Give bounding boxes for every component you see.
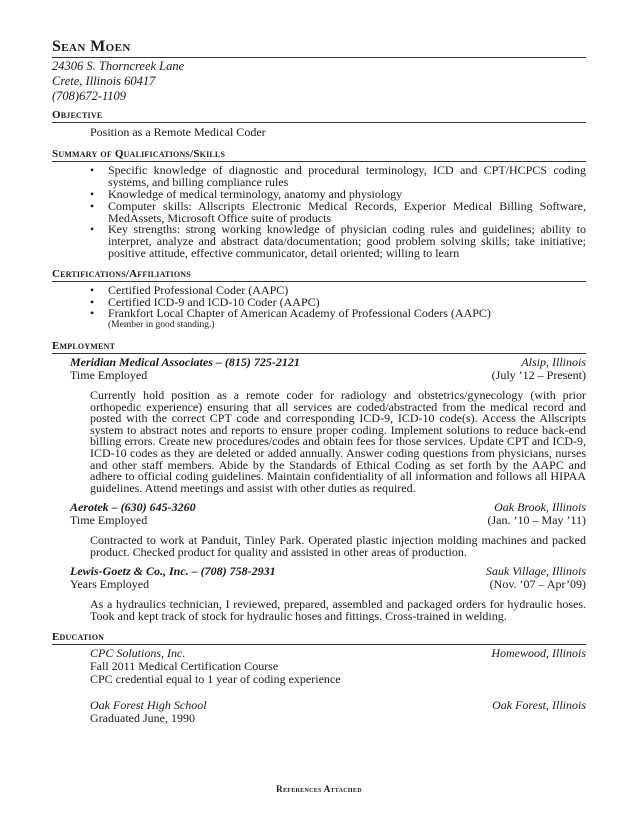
job-description: Contracted to work at Panduit, Tinley Park. Operated plastic injection molding machines and packed product. Checked product for quality and assisted in other areas of production. bbox=[90, 533, 586, 559]
job-entry bbox=[52, 501, 586, 558]
objective-heading: Objective bbox=[52, 109, 103, 121]
phone-number: (708)672-1109 bbox=[52, 89, 127, 103]
education-entry bbox=[52, 647, 586, 685]
job-entry bbox=[52, 565, 586, 622]
school-location: Homewood, Illinois bbox=[491, 646, 586, 661]
resume-page bbox=[52, 38, 586, 724]
employer-name: Lewis-Goetz & Co., Inc. – (708) 758-2931 bbox=[70, 564, 276, 579]
job-type: Years Employed bbox=[70, 576, 150, 591]
certification-item: • Certified ICD-9 and ICD-10 Coder (AAPC) bbox=[52, 297, 586, 309]
address-line-2: Crete, Illinois 60417 bbox=[52, 74, 156, 88]
summary-item: • Key strengths: strong working knowledge of physician coding rules and guidelines; ability to interpret, analyze and abstract data/documentation; good problem solving skills; take initiative; positive attitude, effective communicator, detail oriented; willing to learn bbox=[52, 224, 586, 259]
education-detail: Graduated June, 1990 bbox=[90, 710, 195, 725]
employment-heading: Employment bbox=[52, 340, 116, 353]
job-location: Sauk Village, Illinois bbox=[485, 564, 586, 579]
school-location: Oak Forest, Illinois bbox=[492, 698, 586, 713]
job-location: Alsip, Illinois bbox=[521, 355, 586, 370]
job-type: Time Employed bbox=[70, 512, 148, 527]
objective-text: Position as a Remote Medical Coder bbox=[90, 125, 266, 139]
header-rule bbox=[52, 57, 586, 58]
job-entry bbox=[52, 356, 586, 494]
education-heading: Education bbox=[52, 631, 105, 644]
employer-name: Aerotek – (630) 645-3260 bbox=[70, 500, 196, 515]
education-rule bbox=[52, 644, 586, 645]
job-dates: (Nov. ’07 – Apr’09) bbox=[489, 576, 586, 591]
summary-list bbox=[52, 165, 586, 259]
address-line-1: 24306 S. Thorncreek Lane bbox=[52, 59, 185, 73]
candidate-name: Sean Moen bbox=[52, 38, 131, 55]
job-type: Time Employed bbox=[70, 367, 148, 382]
school-name: Oak Forest High School bbox=[90, 698, 207, 713]
education-detail: Fall 2011 Medical Certification Course bbox=[90, 658, 279, 673]
job-location: Oak Brook, Illinois bbox=[494, 500, 586, 515]
summary-item: • Specific knowledge of diagnostic and procedural terminology, ICD and CPT/HCPCS coding systems, and billing compliance rules bbox=[52, 165, 586, 189]
employer-name: Meridian Medical Associates – (815) 725-2121 bbox=[70, 355, 300, 370]
school-name: CPC Solutions, Inc. bbox=[90, 646, 186, 661]
summary-heading: Summary of Qualifications/Skills bbox=[52, 148, 226, 161]
education-detail: CPC credential equal to 1 year of coding experience bbox=[90, 671, 341, 686]
education-entry bbox=[52, 699, 586, 724]
certifications-list bbox=[52, 282, 586, 321]
references-footer: References Attached bbox=[276, 784, 362, 794]
certification-item: • Frankfort Local Chapter of American Academy of Professional Coders (AAPC) bbox=[52, 308, 586, 320]
certifications-heading: Certifications/Affiliations bbox=[52, 267, 191, 280]
membership-note: (Member in good standing.) bbox=[108, 320, 215, 331]
certifications-rule bbox=[52, 281, 586, 282]
job-dates: (July ’12 – Present) bbox=[491, 367, 586, 382]
job-description: Currently hold position as a remote coder for radiology and obstetrics/gynecology (with prior orthopedic experience) ensuring that all services are coded/abstracted from the medical record and posted with the correct CPT code and corresponding ICD-9, ICD-10 code(s). Access the Allscripts system to abstract notes and reports to ensure proper coding. Implement solutions to reduce back-end billing errors. Create new procedures/codes and obtain fees for those services. Update CPT and ICD-9, ICD-10 codes as they are deleted or added annually. Answer coding questions from physicians, nurses and other staff members. Abide by the Standards of Ethical Coding as set forth by the AAPC and adhere to official coding guidelines. Maintain confidentiality of all information and follows all HIPAA guidelines. Attend meetings and assist with other duties as required. bbox=[90, 387, 586, 495]
certification-item: • Certified Professional Coder (AAPC) bbox=[52, 285, 586, 297]
job-dates: (Jan. ’10 – May ’11) bbox=[487, 512, 586, 527]
employment-rule bbox=[52, 353, 586, 354]
summary-item: • Computer skills: Allscripts Electronic Medical Records, Experior Medical Billing Software, MedAssets, Microsoft Office suite of products bbox=[52, 201, 586, 225]
summary-rule bbox=[52, 161, 586, 162]
job-description: As a hydraulics technician, I reviewed, prepared, assembled and packaged orders for hydraulic hoses. Took and kept track of stock for hydraulic hoses and fittings. Cross-trained in welding. bbox=[90, 597, 586, 623]
objective-rule bbox=[52, 122, 586, 123]
summary-item: • Knowledge of medical terminology, anatomy and physiology bbox=[52, 189, 586, 201]
